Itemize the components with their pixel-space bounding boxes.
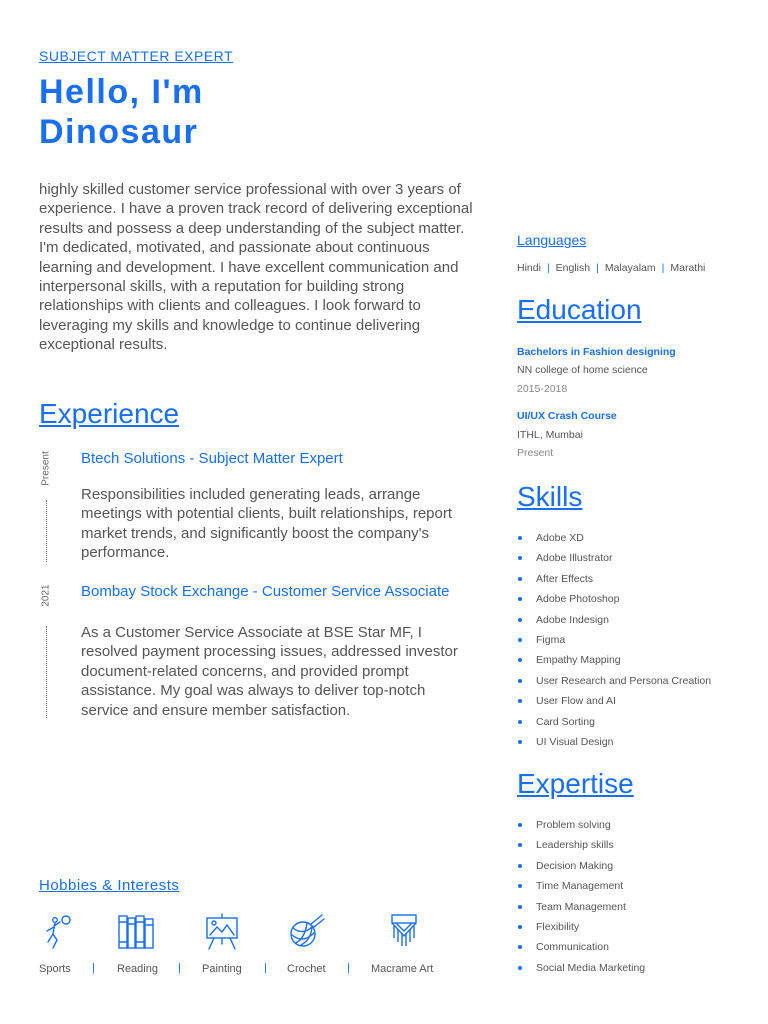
hobby-label: Painting [202, 963, 242, 975]
list-item: Adobe Illustrator [517, 551, 711, 571]
yarn-icon [287, 912, 327, 952]
skills-list [517, 531, 711, 755]
list-item: Time Management [517, 879, 645, 899]
books-icon [116, 912, 156, 952]
job-description: Responsibilities included generating leads, arrange meetings with potential clients, built relationships, report market trends, and significantly boost the company's performance. [81, 486, 453, 562]
skills-heading: Skills [517, 481, 583, 512]
education-date: 2015-2018 [517, 383, 568, 395]
list-item: User Research and Persona Creation [517, 674, 711, 694]
title-line-1: Hello, I'm [39, 73, 204, 111]
list-item: Social Media Marketing [517, 961, 645, 981]
experience-heading: Experience [39, 398, 180, 429]
list-item: Adobe XD [517, 531, 711, 551]
hobby-label: Crochet [287, 963, 326, 975]
page-title [39, 72, 204, 152]
separator: | [596, 262, 599, 274]
list-item: Adobe Photoshop [517, 592, 711, 612]
separator: | [264, 962, 267, 974]
hobby-label: Macrame Art [371, 963, 434, 975]
intro-paragraph: highly skilled customer service professional with over 3 years of experience. I have a proven track record of delivering exceptional results and possess a deep understanding of the subject matter. I'm dedicated, motivated, and passionate about continuous learning and development. I have excellent communication and interpersonal skills, with a reputation for building strong relationships with clients and colleagues. I look forward to leveraging my skills and knowledge to continue delivering exceptional results. [39, 181, 473, 354]
list-item: Communication [517, 940, 645, 960]
education-heading: Education [517, 294, 642, 325]
separator: | [92, 962, 95, 974]
macrame-icon [384, 912, 424, 952]
separator: | [546, 262, 550, 274]
education-school: NN college of home science [517, 364, 648, 376]
separator: | [661, 262, 665, 274]
list-item: Leadership skills [517, 838, 645, 858]
hobby-label: Reading [117, 963, 158, 975]
subtitle-role: SUBJECT MATTER EXPERT [39, 48, 234, 64]
easel-icon [202, 912, 242, 952]
hobby-label: Sports [39, 963, 71, 975]
list-item: Card Sorting [517, 715, 711, 735]
list-item: Flexibility [517, 920, 645, 940]
separator: | [347, 962, 350, 974]
job-description: As a Customer Service Associate at BSE Star MF, I resolved payment processing issues, addressed investor document-related concerns, and provided prompt assistance. My goal was always to deliver top-notch service and ensure member satisfaction. [81, 624, 458, 719]
timeline-divider [46, 500, 47, 562]
language-item: Marathi [670, 262, 706, 274]
list-item: Adobe Indesign [517, 613, 711, 633]
language-item: English [555, 262, 591, 274]
hobbies-heading: Hobbies & Interests [39, 877, 180, 894]
education-degree: Bachelors in Fashion designing [517, 346, 676, 358]
language-item: Hindi [517, 262, 541, 274]
list-item: UI Visual Design [517, 735, 711, 755]
expertise-list [517, 818, 645, 981]
list-item: After Effects [517, 572, 711, 592]
languages-list [517, 262, 705, 274]
education-date: Present [517, 447, 554, 459]
job-title: Btech Solutions - Subject Matter Expert [81, 450, 343, 467]
expertise-heading: Expertise [517, 768, 634, 799]
education-degree: UI/UX Crash Course [517, 410, 617, 422]
timeline-divider [46, 626, 47, 718]
list-item: User Flow and AI [517, 694, 711, 714]
sports-icon [38, 912, 78, 952]
list-item: Empathy Mapping [517, 653, 711, 673]
languages-heading: Languages [517, 232, 587, 248]
job-title: Bombay Stock Exchange - Customer Service Associate [81, 583, 450, 600]
list-item: Figma [517, 633, 711, 653]
education-school: ITHL, Mumbai [517, 429, 583, 441]
list-item: Problem solving [517, 818, 645, 838]
list-item: Decision Making [517, 859, 645, 879]
separator: | [178, 962, 181, 974]
list-item: Team Management [517, 900, 645, 920]
title-line-2: Dinosaur [39, 113, 199, 151]
language-item: Malayalam [604, 262, 656, 274]
